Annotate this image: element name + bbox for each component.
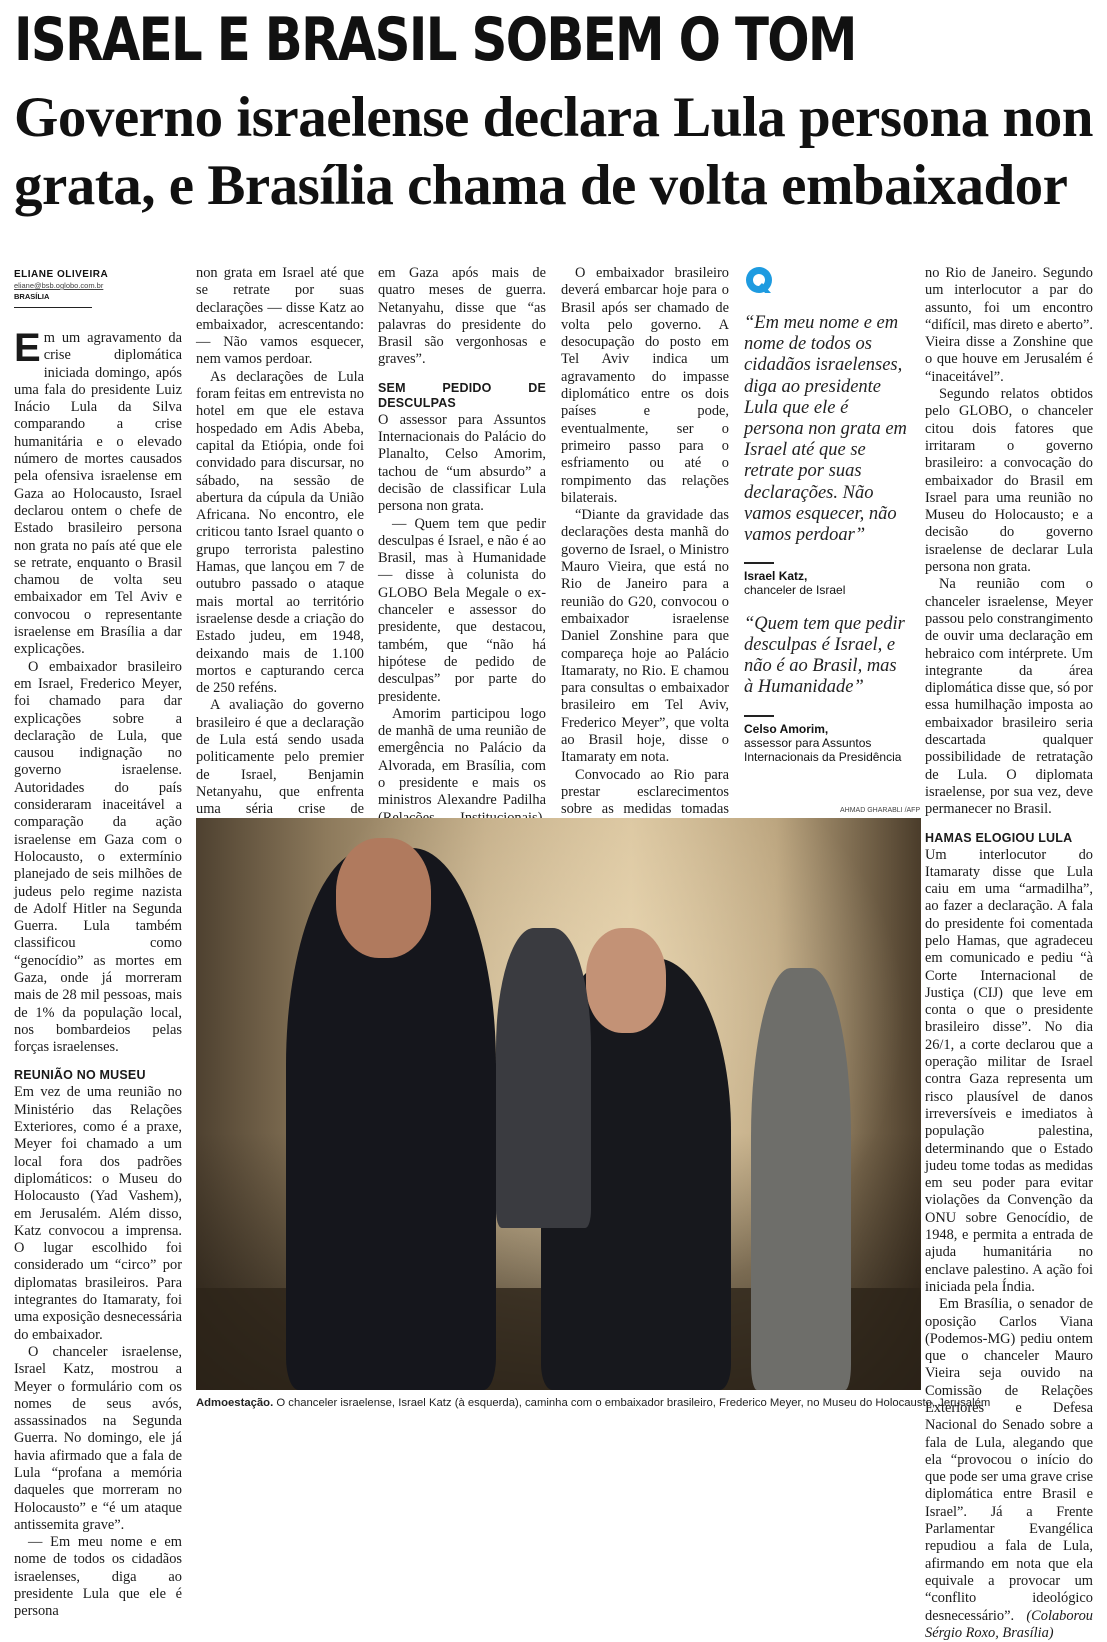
paragraph: — Quem tem que pedir desculpas é Israel, e não é ao Brasil, mas à Humanidade — disse à colunista do GLOBO Bela Megale o ex-chanceler e assessor do presidente, que destacou, também, que “não há hipótese de pedido de desculpas” por parte do presidente. [378,515,546,705]
paragraph: non grata em Israel até que se retrate por suas declarações — disse Katz ao embaixador, acrescentando: — Não vamos esquecer, nem vamos perdoar. [196,265,364,368]
article-column-4 [561,265,729,905]
paragraph: em Gaza após mais de quatro meses de guerra. Netanyahu, disse que “as palavras do presidente do Brasil são vergonhosas e graves”. [378,265,546,368]
figure-meyer-face [586,928,666,1033]
paragraph: O assessor para Assuntos Internacionais do Palácio do Planalto, Celso Amorim, tachou de “um absurdo” a decisão de classificar Lula persona non grata. [378,411,546,515]
paragraph: Segundo relatos obtidos pelo GLOBO, o chanceler citou dois fatores que irritaram o governo brasileiro: a convocação do embaixador do Brasil em Israel para uma reunião no Museu do Holocausto; e a decisão do governo israelense de declarar Lula persona non grata. [925,386,1093,576]
paragraph: Um interlocutor do Itamaraty disse que Lula caiu em uma “armadilha”, ao fazer a declaração. A fala do presidente foi comentada pelo Hamas, que agradeceu em comunicado e pediu “à Corte Internacional de Justiça (CIJ) que leve em conta o que o presidente brasileiro disse”. No dia 26/1, a corte declarou que a operação militar de Israel contra Gaza representa um risco plausível de danos irreversíveis e imediatos à população palestina, determinando que o Estado judeu tome todas as medidas em seu poder para evitar violações da Convenção da ONU sobre Genocídio, de 1948, e permita a entrada de ajuda humanitária no enclave palestino. A ação foi iniciada pela Índia. [925,846,1093,1295]
byline-rule [14,307,92,308]
headline: ISRAEL E BRASIL SOBEM O TOM [14,5,856,75]
paragraph: Em Brasília, o senador de oposição Carlos Viana (Podemos-MG) pediu ontem que o chanceler Mauro Vieira seja ouvido na Comissão de Relações Exteriores e Defesa Nacional do Senado sobre a fala de Lula, alegando que ela “provocou o início do que pode ser uma grave crise diplomática entre Brasil e Israel”. Já a Frente Parlamentar Evangélica repudiou a fala de Lula, afirmando em nota que ela equivale a provocar um “conflito ideológico desnecessário”. (Colaborou Sérgio Roxo, Brasília) [925,1296,1093,1641]
quote-q-icon [744,265,774,295]
drop-cap: E [14,326,41,370]
quote-author-role: chanceler de Israel [744,583,846,598]
author-name: ELIANE OLIVEIRA [14,269,109,280]
section-heading: HAMAS ELOGIOU LULA [925,830,1073,845]
paragraph: “Diante da gravidade das declarações desta manhã do governo de Israel, o Ministro Mauro Vieira, que está no Rio de Janeiro para a reunião do G20, convocou o embaixador israelense Daniel Zonshine para que compareça hoje ao Palácio Itamaraty, no Rio. E chamou para consultas o embaixador brasileiro em Tel Aviv, Frederico Meyer”, que volta ao Brasil hoje, disse o Itamaraty em nota. [561,507,729,766]
article-column-1 [14,326,182,1621]
quote-rule [744,562,774,564]
collaboration-credit: (Colaborou Sérgio Roxo, Brasília) [925,1607,1093,1641]
dateline-location: BRASÍLIA [14,292,50,301]
quote-author: Israel Katz, [744,569,808,584]
photo-credit: AHMAD GHARABLI /AFP [840,807,921,814]
photo-caption: Admoestação. O chanceler israelense, Israel Katz (à esquerda), caminha com o embaixador brasileiro, Frederico Meyer, no Museu do Holocausto, Jerusalém [196,1397,991,1409]
section-heading: SEM PEDIDO DE DESCULPAS [378,380,546,410]
figure-right-person [751,968,851,1390]
paragraph: O embaixador brasileiro deverá embarcar hoje para o Brasil após ser chamado de volta pelo governo. A desocupação do posto em Tel Aviv indica um agravamento do impasse diplomático entre os dois países e pode, eventualmente, ser o primeiro passo para o esfriamento ou até o rompimento das relações bilaterais. [561,265,729,506]
article-column-3 [378,265,546,896]
paragraph: As declarações de Lula foram feitas em entrevista no hotel em que ele estava hospedado em Adis Abeba, capital da Etiópia, onde foi convidado para discursar, no sábado, na sessão de abertura da cúpula da União Africana. No encontro, ele criticou tanto Israel quanto o grupo terrorista palestino Hamas, que lançou em 7 de outubro passado o ataque mais mortal ao território israelense desde a criação do Estado judeu, em 1948, deixando mais de 1.100 mortos e capturando cerca de 250 reféns. [196,368,364,697]
author-email[interactable]: eliane@bsb.oglobo.com.br [14,281,104,290]
paragraph: A avaliação do governo brasileiro é que a declaração de Lula está sendo usada politicamente pelo premier de Israel, Benjamin Netanyahu, que enfrenta uma séria crise de [196,697,364,818]
paragraph: — Em meu nome e em nome de todos os cidadãos israelenses, diga ao presidente Lula que ele é persona [14,1534,182,1620]
byline [14,269,184,308]
paragraph: Convocado ao Rio para prestar esclarecimentos sobre as medidas tomadas [561,766,729,818]
section-heading: REUNIÃO NO MUSEU [14,1068,146,1083]
pull-quote-katz: “Em meu nome e em nome de todos os cidadãos israelenses, diga ao presidente Lula que ele é persona non grata em Israel até que se retrate por suas declarações. Não vamos esquecer, não vamos perdoar” [744,313,907,546]
news-photo [196,818,921,1390]
figure-katz-face [336,838,431,958]
quote-author: Celso Amorim, [744,721,829,736]
subheadline: Governo israelense declara Lula persona non grata, e Brasília chama de volta embaixador [14,86,1093,217]
article-column-2 [196,265,364,905]
paragraph: Na reunião com o chanceler israelense, Meyer passou pelo constrangimento de ouvir uma declaração em hebraico com intérprete. Um integrante da área diplomática disse que, só por essa humilhação imposta ao embaixador brasileiro seria descartada qualquer possibilidade de retratação de Lula. O diplomata israelense, por sua vez, deve permanecer no Brasil. [925,576,1093,818]
quote-rule [744,715,774,717]
figure-background-person [496,928,591,1228]
paragraph: O chanceler israelense, Israel Katz, mostrou a Meyer o formulário com os nomes de seus avós, assassinados na Segunda Guerra. No domingo, ele já havia afirmado que a fala de Lula “profana a memória daqueles que morreram no Holocausto” e “é um ataque antissemita grave”. [14,1343,182,1533]
paragraph: Em vez de uma reunião no Ministério das Relações Exteriores, como é a praxe, Meyer foi chamado a um local fora dos padrões diplomáticos: o Museu do Holocausto (Yad Vashem), em Jerusalém. Além disso, Katz convocou a imprensa. O lugar escolhido foi considerado um “circo” por diplomatas brasileiros. Para integrantes do Itamaraty, foi uma exposição desnecessária do embaixador. [14,1084,182,1343]
article-column-6 [925,265,1093,1642]
paragraph: no Rio de Janeiro. Segundo um interlocutor a par do assunto, foi um encontro “difícil, mas direto e aberto”. Vieira disse a Zonshine que o que houve em Jerusalém é “inaceitável”. [925,265,1093,385]
paragraph: O embaixador brasileiro em Israel, Frederico Meyer, foi chamado para dar explicações sobre a declaração de Lula, que causou indignação no governo israelense. Autoridades do país consideraram inaceitável a comparação da ação israelense em Gaza com o Holocausto, o extermínio planejado de seis milhões de judeus pelo regime nazista de Adolf Hitler na Segunda Guerra. Lula também classificou como “genocídio” as mortes em Gaza, onde já morreram mais de 28 mil pessoas, mais de 1% da população local, nos bombardeios pelas forças israelenses. [14,658,182,1056]
pull-quotes [744,265,909,765]
lead-paragraph: Em um agravamento da crise diplomática iniciada domingo, após uma fala do presidente Luiz Inácio Lula da Silva comparando a crise humanitária e o elevado número de mortes causados pela ofensiva israelense em Gaza ao Holocausto, Israel declarou ontem o chefe de Estado brasileiro persona non grata no país até que ele se retrate, enquanto o Brasil chamou de volta seu embaixador em Tel Aviv e convocou o representante israelense em Brasília a dar explicações. [14,326,182,658]
paragraph: Amorim participou logo de manhã de uma reunião de emergência no Palácio da Alvorada, em Brasília, com o presidente e mais os ministros Alexandre Padilha [378,705,546,809]
pull-quote-amorim: “Quem tem que pedir desculpas é Israel, e não é ao Brasil, mas à Humanidade” [744,613,905,698]
quote-author-role: assessor para Assuntos Internacionais da Presidência [744,735,902,765]
